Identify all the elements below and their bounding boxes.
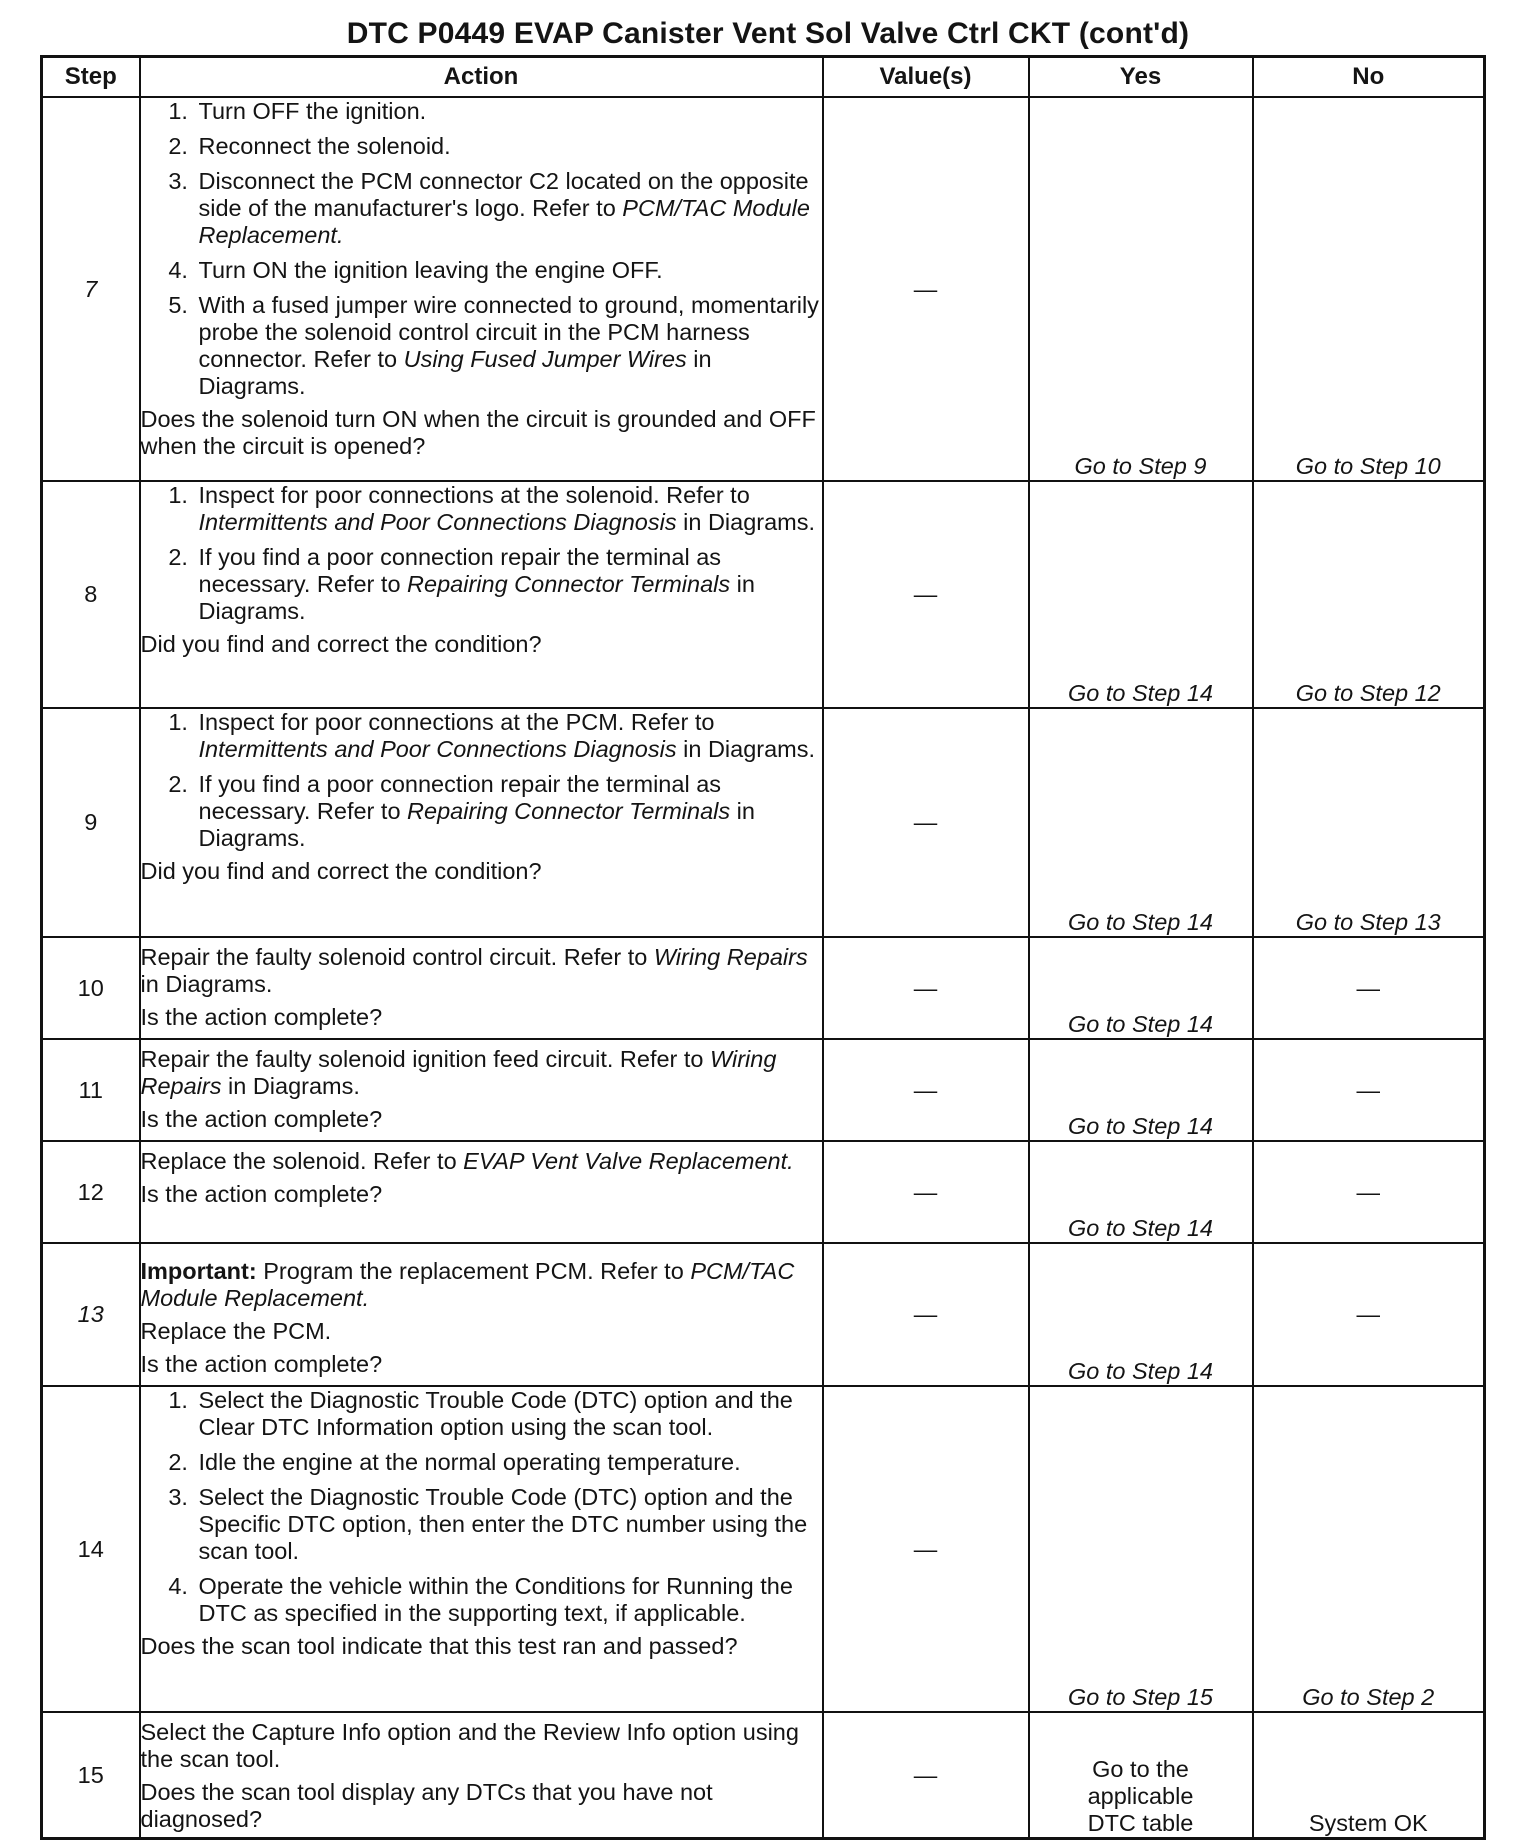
step-number: 7: [42, 97, 140, 481]
reference-link: EVAP Vent Valve Replacement.: [463, 1148, 794, 1174]
table-header-row: [42, 57, 1485, 98]
question-text: Is the action complete?: [140, 1351, 383, 1377]
action-steps: [141, 709, 822, 852]
no-cell: Go to Step 10: [1253, 97, 1485, 481]
reference-text: Repair the faulty solenoid control circuit. Refer to Wiring Repairs in Diagrams.: [140, 944, 808, 997]
value-cell: —: [823, 708, 1029, 937]
page-title: DTC P0449 EVAP Canister Vent Sol Valve Ctrl CKT (cont'd): [346, 17, 1190, 50]
action-step: 3. Select the Diagnostic Trouble Code (DTC) option and the Specific DTC option, then enter the DTC number using the scan tool.: [195, 1484, 822, 1565]
diagnostic-table: [40, 55, 1486, 1840]
action-cell: [140, 708, 823, 937]
action-step: 1. Turn OFF the ignition.: [195, 98, 822, 125]
action-step: 2. Reconnect the solenoid.: [195, 133, 822, 160]
table-row: [42, 1141, 1485, 1243]
instruction-text: Select the Capture Info option and the Review Info option using the scan tool.: [140, 1719, 799, 1772]
action-steps: [141, 482, 822, 625]
table-row: [42, 1712, 1485, 1839]
action-step: 5. With a fused jumper wire connected to ground, momentarily probe the solenoid control circuit in the PCM harness connector. Refer to Using Fused Jumper Wires in Diagrams.: [195, 292, 822, 400]
yes-cell: Go to Step 14: [1029, 1039, 1253, 1141]
value-cell: —: [823, 1243, 1029, 1386]
table-row: [42, 1039, 1485, 1141]
action-cell: [140, 1243, 823, 1386]
reference-link: Wiring Repairs: [140, 1046, 777, 1099]
yes-cell-text: Go to the applicable DTC table: [1087, 1756, 1194, 1836]
reference-link: Using Fused Jumper Wires: [403, 346, 687, 372]
header-no: No: [1253, 57, 1485, 98]
important-note: Important: Program the replacement PCM. Refer to PCM/TAC Module Replacement.: [140, 1258, 795, 1311]
action-steps: [141, 98, 822, 400]
no-cell: —: [1253, 1243, 1485, 1386]
reference-link: Wiring Repairs: [653, 944, 808, 970]
yes-cell: Go to Step 9: [1029, 97, 1253, 481]
yes-cell: Go to Step 14: [1029, 1243, 1253, 1386]
step-number: 8: [42, 481, 140, 708]
yes-cell: Go to Step 14: [1029, 1141, 1253, 1243]
action-step: 1. Inspect for poor connections at the solenoid. Refer to Intermittents and Poor Connections Diagnosis in Diagrams.: [195, 482, 822, 536]
step-number: 14: [42, 1386, 140, 1712]
action-step: 2. If you find a poor connection repair the terminal as necessary. Refer to Repairing Connector Terminals in Diagrams.: [195, 544, 822, 625]
action-steps: [141, 1387, 822, 1627]
value-cell: —: [823, 1386, 1029, 1712]
step-number: 12: [42, 1141, 140, 1243]
question-text: Does the scan tool indicate that this test ran and passed?: [140, 1633, 738, 1659]
value-cell: —: [823, 1712, 1029, 1839]
yes-cell: Go to Step 14: [1029, 481, 1253, 708]
action-cell: [140, 1039, 823, 1141]
reference-text: Replace the solenoid. Refer to EVAP Vent Valve Replacement.: [140, 1148, 794, 1174]
header-step: Step: [42, 57, 140, 98]
table-row: [42, 481, 1485, 708]
table-row: [42, 708, 1485, 937]
value-cell: —: [823, 937, 1029, 1039]
no-cell: Go to Step 12: [1253, 481, 1485, 708]
action-step: 3. Disconnect the PCM connector C2 located on the opposite side of the manufacturer's logo. Refer to PCM/TAC Module Replacement.: [195, 168, 822, 249]
reference-link: Intermittents and Poor Connections Diagnosis: [198, 509, 677, 535]
no-cell: Go to Step 13: [1253, 708, 1485, 937]
step-number: 11: [42, 1039, 140, 1141]
value-cell: —: [823, 481, 1029, 708]
yes-cell: Go to Step 15: [1029, 1386, 1253, 1712]
table-row: [42, 937, 1485, 1039]
question-text: Did you find and correct the condition?: [140, 631, 542, 657]
question-text: Does the scan tool display any DTCs that you have not diagnosed?: [140, 1779, 713, 1832]
action-cell: [140, 1712, 823, 1839]
value-cell: —: [823, 97, 1029, 481]
no-cell: —: [1253, 1039, 1485, 1141]
action-step: 1. Inspect for poor connections at the PCM. Refer to Intermittents and Poor Connections Diagnosis in Diagrams.: [195, 709, 822, 763]
no-cell: System OK: [1253, 1712, 1485, 1839]
value-cell: —: [823, 1039, 1029, 1141]
yes-cell: Go to Step 14: [1029, 937, 1253, 1039]
question-text: Is the action complete?: [140, 1004, 383, 1030]
reference-link: PCM/TAC Module Replacement.: [198, 195, 810, 248]
question-text: Does the solenoid turn ON when the circuit is grounded and OFF when the circuit is opened?: [140, 406, 816, 459]
question-text: Did you find and correct the condition?: [140, 858, 542, 884]
value-cell: —: [823, 1141, 1029, 1243]
action-step: 2. If you find a poor connection repair the terminal as necessary. Refer to Repairing Connector Terminals in Diagrams.: [195, 771, 822, 852]
action-step: 4. Operate the vehicle within the Conditions for Running the DTC as specified in the supporting text, if applicable.: [195, 1573, 822, 1627]
header-yes: Yes: [1029, 57, 1253, 98]
header-values: Value(s): [823, 57, 1029, 98]
reference-link: Repairing Connector Terminals: [407, 571, 731, 597]
no-cell: Go to Step 2: [1253, 1386, 1485, 1712]
table-row: [42, 97, 1485, 481]
yes-cell: Go to Step 14: [1029, 708, 1253, 937]
reference-link: PCM/TAC Module Replacement.: [140, 1258, 795, 1311]
reference-text: Repair the faulty solenoid ignition feed circuit. Refer to Wiring Repairs in Diagrams.: [140, 1046, 777, 1099]
no-cell: —: [1253, 937, 1485, 1039]
action-cell: [140, 937, 823, 1039]
action-cell: [140, 481, 823, 708]
action-cell: [140, 97, 823, 481]
step-number: 10: [42, 937, 140, 1039]
action-step: 1. Select the Diagnostic Trouble Code (DTC) option and the Clear DTC Information option using the scan tool.: [195, 1387, 822, 1441]
action-step: 4. Turn ON the ignition leaving the engine OFF.: [195, 257, 822, 284]
reference-link: Repairing Connector Terminals: [407, 798, 731, 824]
no-cell: —: [1253, 1141, 1485, 1243]
reference-link: Intermittents and Poor Connections Diagnosis: [198, 736, 677, 762]
step-number: 13: [42, 1243, 140, 1386]
question-text: Is the action complete?: [140, 1181, 383, 1207]
yes-cell: [1029, 1712, 1253, 1839]
question-text: Is the action complete?: [140, 1106, 383, 1132]
table-row: [42, 1243, 1485, 1386]
action-cell: [140, 1386, 823, 1712]
action-cell: [140, 1141, 823, 1243]
step-number: 15: [42, 1712, 140, 1839]
important-label: Important:: [140, 1258, 257, 1284]
action-step: 2. Idle the engine at the normal operating temperature.: [195, 1449, 822, 1476]
step-number: 9: [42, 708, 140, 937]
header-action: Action: [140, 57, 823, 98]
table-row: [42, 1386, 1485, 1712]
instruction-text: Replace the PCM.: [140, 1318, 332, 1344]
